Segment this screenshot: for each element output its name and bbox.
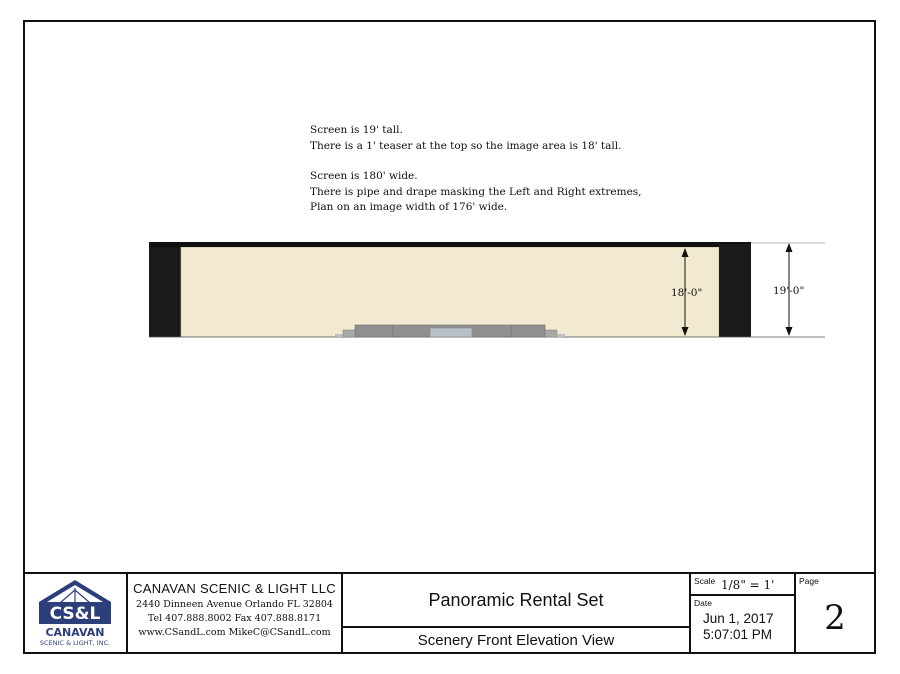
screen-height-label: 19'-0" (773, 285, 805, 297)
company-phone: Tel 407.888.8002 Fax 407.888.8171 (147, 613, 322, 624)
company-web: www.CSandL.com MikeC@CSandL.com (138, 627, 331, 638)
project-title: Panoramic Rental Set (343, 574, 689, 628)
date-value: Jun 1, 2017 (703, 611, 774, 626)
date-time (703, 611, 774, 643)
logo-tagline: SCENIC & LIGHT, INC. (39, 639, 111, 647)
scale-date-cell (691, 574, 796, 652)
logo-mark: CS&L (49, 604, 101, 624)
note-line: There is pipe and drape masking the Left and Right extremes, (310, 185, 642, 198)
screen-image-area (181, 247, 719, 337)
drawing-sheet (23, 20, 876, 654)
date-label: Date (694, 598, 712, 608)
time-value: 5:07:01 PM (703, 627, 773, 642)
company-name: CANAVAN SCENIC & LIGHT LLC (133, 581, 336, 596)
logo-name: CANAVAN (45, 626, 105, 639)
page-number: 2 (824, 598, 846, 638)
note-line: There is a 1' teaser at the top so the image area is 18' tall. (310, 139, 622, 152)
image-height-label: 18'-0" (671, 287, 703, 299)
left-masking-drape (149, 244, 181, 337)
front-elevation-drawing (25, 22, 874, 562)
company-address: 2440 Dinneen Avenue Orlando FL 32804 (136, 599, 333, 610)
page-label: Page (799, 576, 819, 586)
company-logo (25, 574, 126, 652)
scale-label: Scale (694, 576, 716, 586)
stage-platform (335, 325, 565, 337)
view-title: Scenery Front Elevation View (417, 631, 615, 649)
scale-value: 1/8" = 1' (721, 578, 775, 592)
drawing-title-cell (343, 574, 691, 652)
title-block (25, 572, 874, 652)
top-teaser (149, 242, 751, 247)
note-line: Screen is 180' wide. (310, 170, 418, 182)
company-info-cell (128, 574, 343, 652)
page-cell (796, 574, 874, 652)
note-line: Screen is 19' tall. (310, 124, 403, 136)
note-line: Plan on an image width of 176' wide. (310, 201, 508, 213)
company-logo-cell (25, 574, 128, 652)
right-masking-drape (719, 244, 751, 337)
